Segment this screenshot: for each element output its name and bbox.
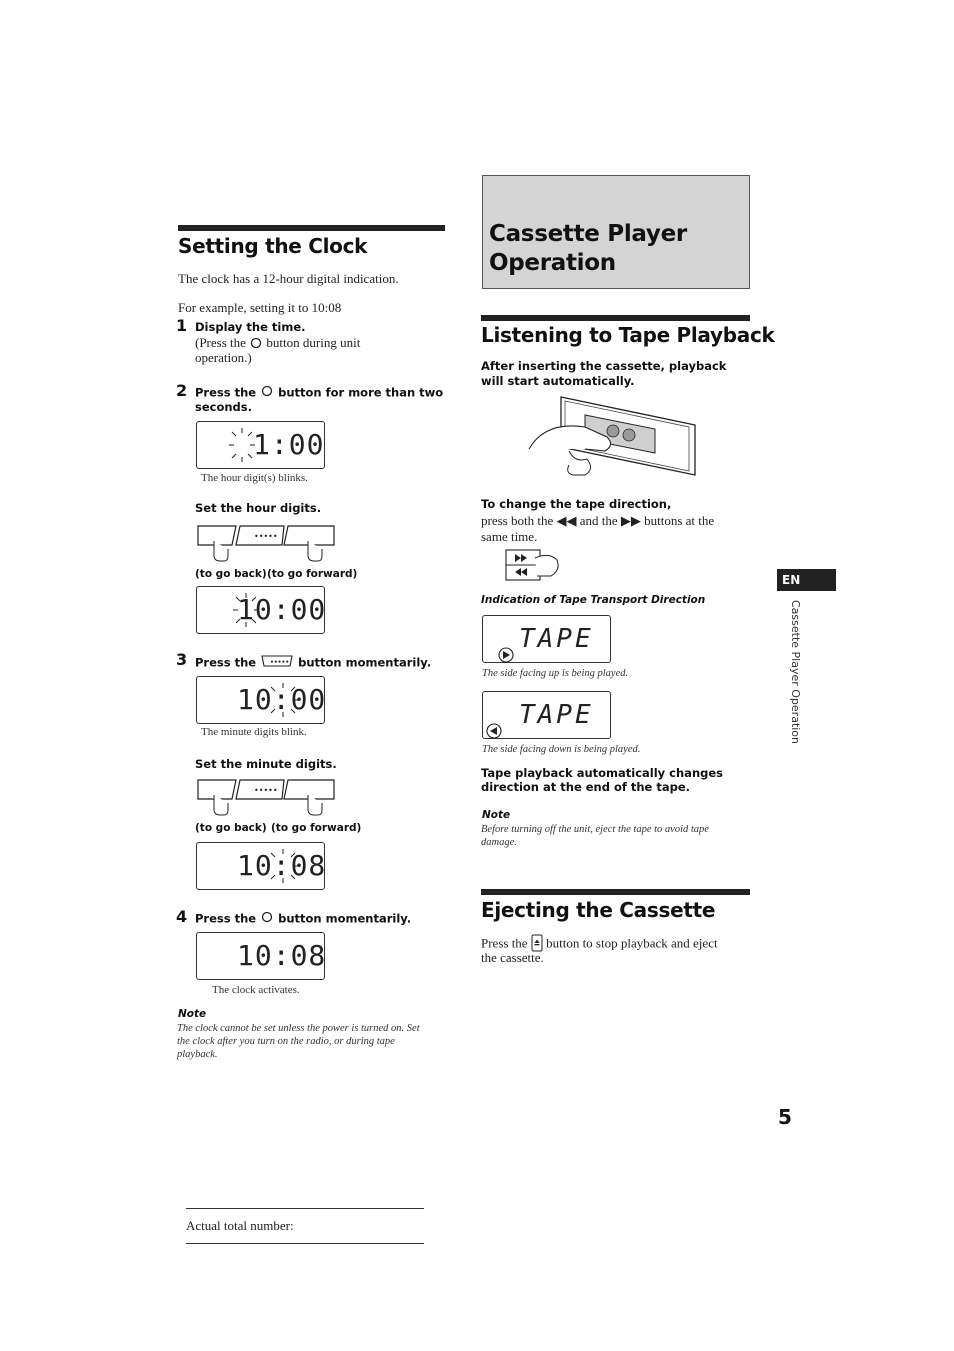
forward-label: (to go forward) — [267, 568, 358, 580]
note-text: damage. — [481, 837, 517, 848]
heading-rule — [481, 889, 750, 895]
indication-heading: Indication of Tape Transport Direction — [481, 594, 706, 606]
lcd-caption: The side facing down is being played. — [482, 744, 641, 755]
lead-text: will start automatically. — [481, 374, 635, 388]
clock-digits: 10:00 — [237, 683, 327, 716]
vertical-section-label: Cassette Player Operation — [789, 600, 802, 745]
lcd-caption: The hour digit(s) blinks. — [201, 472, 308, 484]
footer-rule-bottom — [186, 1243, 424, 1244]
heading-rule — [481, 315, 750, 321]
footer-label: Actual total number: — [186, 1218, 294, 1233]
chapter-title-box — [482, 175, 750, 289]
body-text: press both the ◀◀ and the ▶▶ buttons at the — [481, 513, 715, 528]
forward-label: (to go forward) — [271, 822, 362, 834]
section-heading: Ejecting the Cassette — [481, 898, 716, 922]
play-forward-icon — [498, 647, 514, 663]
instruction-text: Set the hour digits. — [195, 501, 322, 515]
dsp-button-icon — [260, 385, 274, 401]
lead-text: After inserting the cassette, playback — [481, 359, 727, 373]
intro-text: The clock has a 12-hour digital indication. — [178, 271, 399, 286]
example-text: For example, setting it to 10:08 — [178, 300, 342, 315]
note-text: the clock after you turn on the radio, or during tape — [177, 1036, 395, 1047]
svg-text:•••••: ••••• — [270, 659, 290, 666]
lcd-caption: The clock activates. — [212, 984, 300, 996]
lcd-display — [482, 691, 611, 739]
note-text: playback. — [177, 1049, 218, 1060]
clock-digits: 10:08 — [237, 939, 327, 972]
note-text: The clock cannot be set unless the power is turned on. Set — [177, 1023, 420, 1034]
step-number: 4 — [176, 907, 188, 926]
step-number: 1 — [176, 316, 188, 335]
note-label: Note — [178, 1008, 207, 1020]
sub-heading: To change the tape direction, — [481, 497, 672, 511]
step-number: 3 — [176, 650, 188, 669]
dsp-button-icon — [260, 911, 274, 927]
tape-indicator: TAPE — [519, 700, 594, 730]
section-heading: Listening to Tape Playback — [481, 323, 775, 347]
back-label: (to go back) — [195, 822, 267, 834]
lcd-caption: The minute digits blink. — [201, 726, 307, 738]
back-label: (to go back) — [195, 568, 267, 580]
step-title: Display the time. — [195, 320, 306, 334]
lcd-display — [196, 586, 325, 634]
footer-rule-top — [186, 1208, 424, 1209]
ff-rew-press-illustration — [505, 548, 561, 586]
lcd-caption: The side facing up is being played. — [482, 668, 629, 679]
lcd-display — [196, 842, 325, 890]
step-text: (Press the button during unit — [195, 335, 361, 350]
seek-buttons-illustration — [196, 523, 336, 567]
body-text: the cassette. — [481, 950, 544, 965]
clock-digits: 10:08 — [237, 849, 327, 882]
svg-text:•••••: ••••• — [254, 532, 278, 541]
step-text: Press the button for more than two — [195, 385, 444, 400]
body-text: same time. — [481, 529, 538, 544]
clock-digits: 1:00 — [253, 428, 325, 461]
bold-text: Tape playback automatically changes — [481, 766, 724, 780]
sel-button-icon — [260, 654, 294, 672]
step-text: Press the ••••• button momentarily. — [195, 654, 431, 672]
bold-text: direction at the end of the tape. — [481, 780, 691, 794]
lcd-display — [482, 615, 611, 663]
cassette-insert-illustration — [525, 393, 700, 492]
chapter-title: Cassette Player Operation — [489, 221, 687, 276]
step-number: 2 — [176, 381, 188, 400]
step-text: seconds. — [195, 400, 252, 414]
seek-buttons-illustration — [196, 777, 336, 821]
heading-rule — [178, 225, 445, 231]
section-heading: Setting the Clock — [178, 234, 368, 258]
clock-digits: 10:00 — [237, 593, 327, 626]
step-text: operation.) — [195, 350, 252, 365]
step-text: Press the button momentarily. — [195, 911, 412, 926]
language-tab: EN — [777, 569, 836, 591]
lcd-display — [196, 932, 325, 980]
play-reverse-icon — [486, 723, 502, 739]
note-label: Note — [482, 809, 511, 821]
page-number: 5 — [778, 1105, 792, 1129]
lcd-display — [196, 676, 325, 724]
instruction-text: Set the minute digits. — [195, 757, 337, 771]
lcd-display — [196, 421, 325, 469]
tape-indicator: TAPE — [519, 624, 594, 654]
svg-text:•••••: ••••• — [254, 786, 278, 795]
body-text: Press the button to stop playback and eject — [481, 934, 718, 955]
note-text: Before turning off the unit, eject the tape to avoid tape — [481, 824, 709, 835]
